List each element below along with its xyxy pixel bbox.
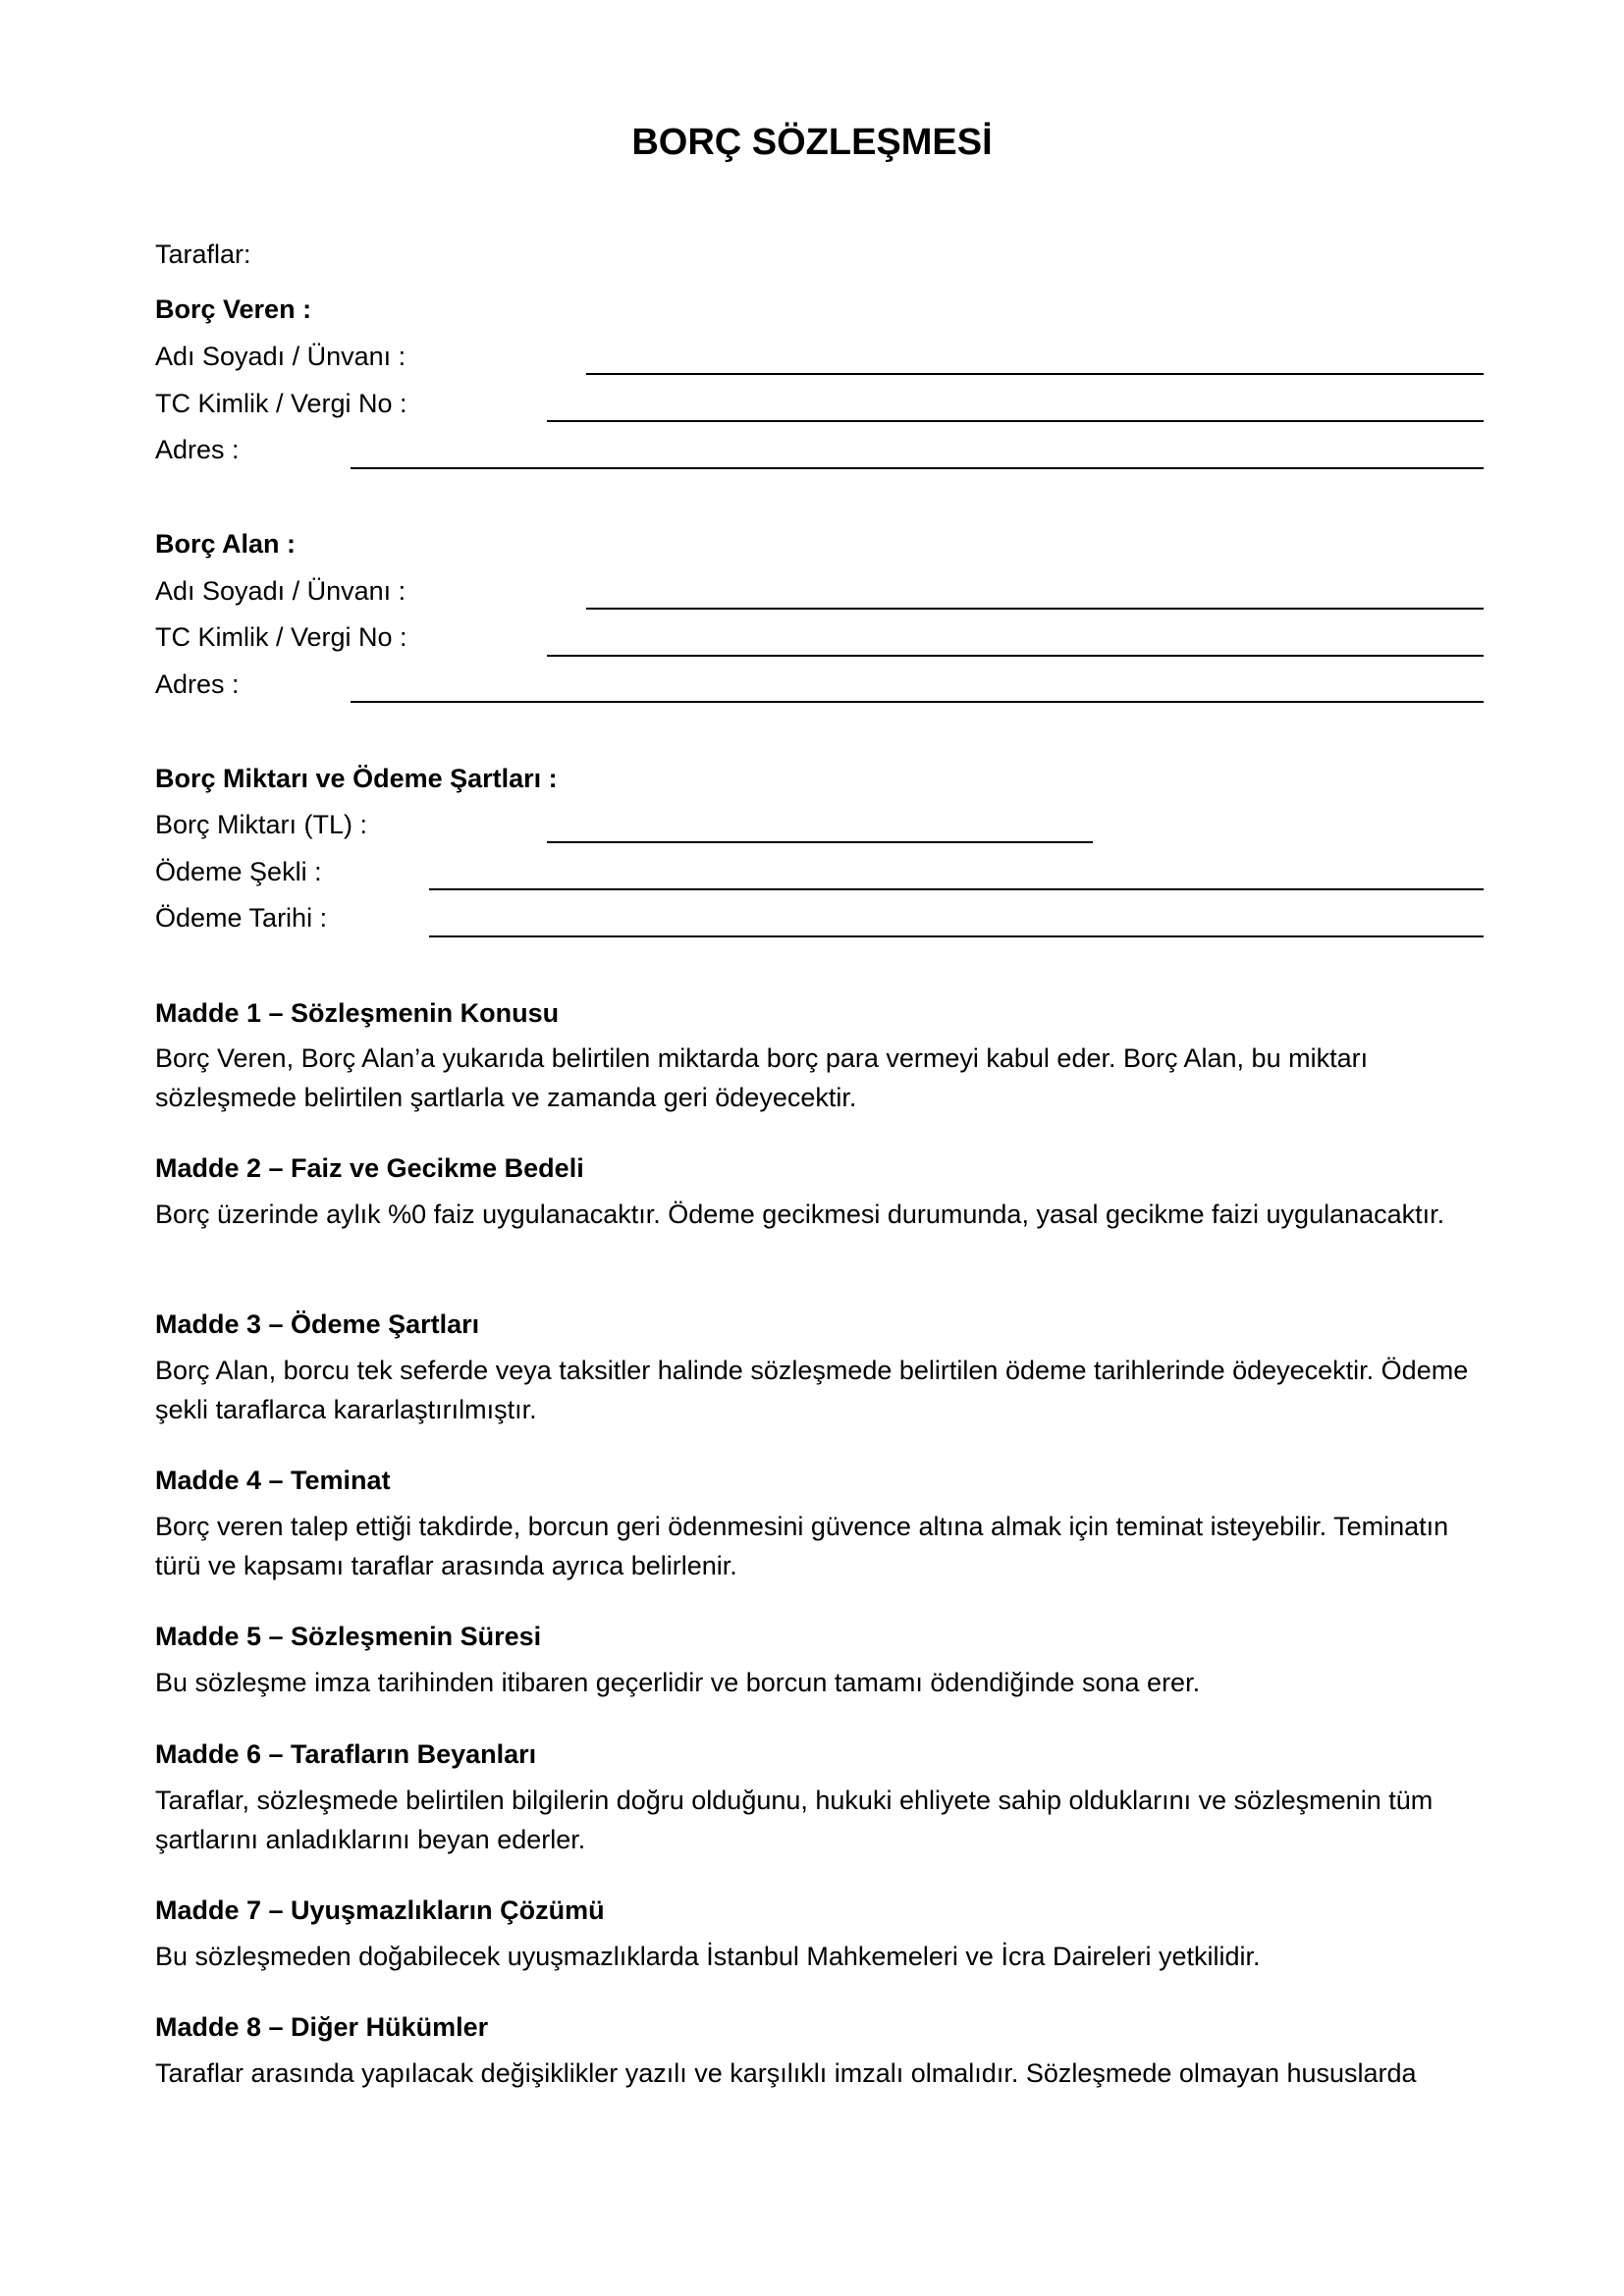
article-1-body: Borç Veren, Borç Alan’a yukarıda belirtilen miktarda borç para vermeyi kabul eder. Borç Alan, bu miktarı sözleşmede belirtilen şartlarla ve zamanda geri ödeyecektir. bbox=[155, 1043, 1369, 1112]
lender-id-label: TC Kimlik / Vergi No : bbox=[155, 389, 407, 418]
method-line[interactable] bbox=[429, 888, 1484, 890]
payment-heading: Borç Miktarı ve Ödeme Şartları : bbox=[155, 764, 558, 793]
article-2-body: Borç üzerinde aylık %0 faiz uygulanacaktır. Ödeme gecikmesi durumunda, yasal gecikme faizi uygulanacaktır. bbox=[155, 1200, 1445, 1229]
lender-name-line[interactable] bbox=[586, 373, 1484, 375]
date-label: Ödeme Tarihi : bbox=[155, 903, 328, 933]
article-3-body: Borç Alan, borcu tek seferde veya taksitler halinde sözleşmede belirtilen ödeme tarihlerinde ödeyecektir. Ödeme şekli taraflarca kararlaştırılmıştır. bbox=[155, 1356, 1469, 1424]
lender-address-label: Adres : bbox=[155, 435, 240, 464]
method-label: Ödeme Şekli : bbox=[155, 857, 322, 886]
article-6-body: Taraflar, sözleşmede belirtilen bilgilerin doğru olduğunu, hukuki ehliyete sahip olduklarını ve sözleşmenin tüm şartlarını anladıklarını beyan ederler. bbox=[155, 1786, 1434, 1854]
article-6-heading: Madde 6 – Tarafların Beyanları bbox=[155, 1739, 537, 1769]
article-5-heading: Madde 5 – Sözleşmenin Süresi bbox=[155, 1622, 542, 1651]
lender-address-line[interactable] bbox=[351, 467, 1484, 469]
lender-id-line[interactable] bbox=[547, 420, 1484, 422]
article-1-heading: Madde 1 – Sözleşmenin Konusu bbox=[155, 998, 560, 1028]
article-2-heading: Madde 2 – Faiz ve Gecikme Bedeli bbox=[155, 1153, 584, 1183]
amount-line[interactable] bbox=[547, 841, 1093, 843]
borrower-id-line[interactable] bbox=[547, 655, 1484, 657]
amount-label: Borç Miktarı (TL) : bbox=[155, 810, 368, 839]
article-8-body: Taraflar arasında yapılacak değişiklikler yazılı ve karşılıklı imzalı olmalıdır. Sözleşmede olmayan hususlarda bbox=[155, 2058, 1417, 2088]
lender-heading: Borç Veren : bbox=[155, 294, 312, 324]
article-4-body: Borç veren talep ettiği takdirde, borcun geri ödenmesini güvence altına almak için teminat isteyebilir. Teminatın türü ve kapsamı taraflar arasında ayrıca belirlenir. bbox=[155, 1512, 1449, 1580]
borrower-heading: Borç Alan : bbox=[155, 529, 297, 559]
date-line[interactable] bbox=[429, 935, 1484, 937]
borrower-address-line[interactable] bbox=[351, 701, 1484, 703]
document-title: BORÇ SÖZLEŞMESİ bbox=[631, 122, 993, 163]
parties-label: Taraflar: bbox=[155, 240, 251, 269]
borrower-name-line[interactable] bbox=[586, 608, 1484, 610]
article-7-body: Bu sözleşmeden doğabilecek uyuşmazlıklarda İstanbul Mahkemeleri ve İcra Daireleri yetkilidir. bbox=[155, 1942, 1261, 1971]
borrower-id-label: TC Kimlik / Vergi No : bbox=[155, 622, 407, 652]
article-4-heading: Madde 4 – Teminat bbox=[155, 1466, 391, 1495]
borrower-address-label: Adres : bbox=[155, 669, 240, 699]
article-8-heading: Madde 8 – Diğer Hükümler bbox=[155, 2012, 489, 2042]
lender-name-label: Adı Soyadı / Ünvanı : bbox=[155, 342, 406, 371]
article-7-heading: Madde 7 – Uyuşmazlıkların Çözümü bbox=[155, 1896, 605, 1925]
article-3-heading: Madde 3 – Ödeme Şartları bbox=[155, 1309, 480, 1339]
borrower-name-label: Adı Soyadı / Ünvanı : bbox=[155, 576, 406, 606]
article-5-body: Bu sözleşme imza tarihinden itibaren geçerlidir ve borcun tamamı ödendiğinde sona erer. bbox=[155, 1668, 1201, 1697]
